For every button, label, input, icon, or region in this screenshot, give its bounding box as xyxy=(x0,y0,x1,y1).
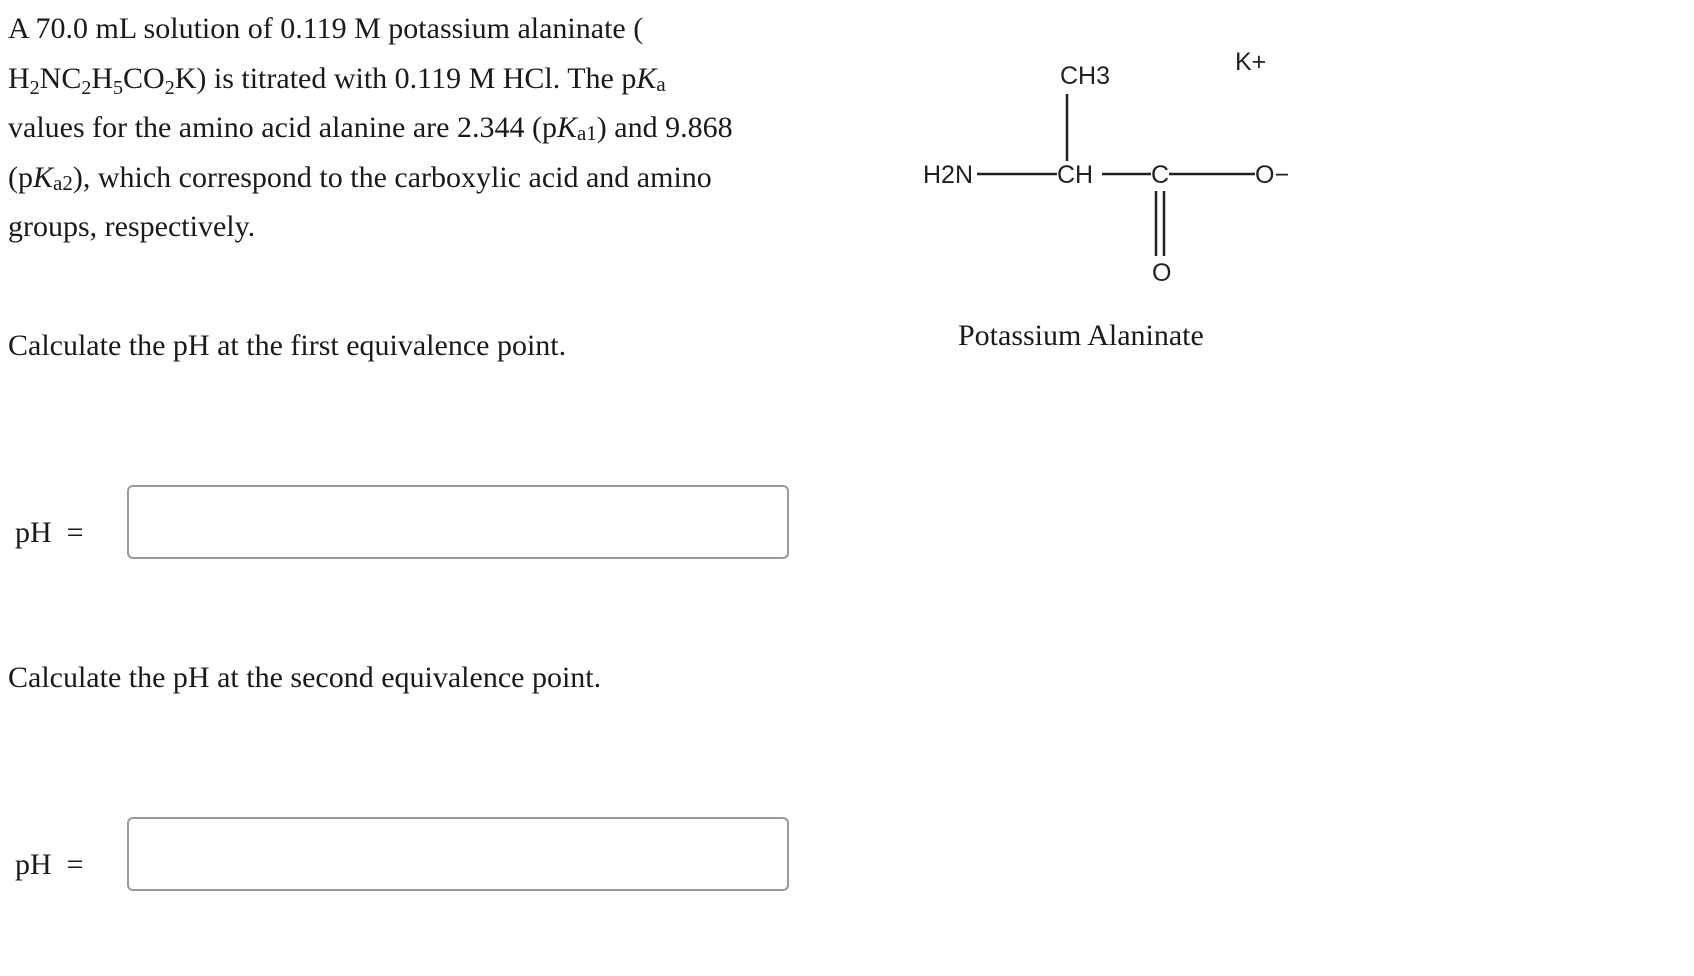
problem-statement xyxy=(8,4,808,252)
formula-subscript: 2 xyxy=(164,76,175,99)
alpha-carbon-label: CH xyxy=(1057,161,1094,189)
potassium-alaninate-structure xyxy=(915,30,1315,300)
methyl-group-label: CH3 xyxy=(1060,62,1111,90)
intro-text: K) is titrated with 0.119 M HCl. The p xyxy=(174,61,637,95)
ph-answer-input-1[interactable] xyxy=(127,485,789,559)
pka2-subscript: a2 xyxy=(53,170,73,195)
question-first-equivalence: Calculate the pH at the first equivalence point. xyxy=(8,329,567,362)
formula-part: H xyxy=(8,61,30,95)
pka-subscript: a xyxy=(656,71,666,96)
carbonyl-oxygen-label: O xyxy=(1152,259,1172,287)
structure-caption: Potassium Alaninate xyxy=(958,319,1204,352)
pka1-symbol: K xyxy=(556,111,577,144)
potassium-ion-label: K+ xyxy=(1235,48,1267,76)
formula-part: CO xyxy=(123,61,165,95)
formula-subscript: 2 xyxy=(29,76,40,99)
formula-subscript: 2 xyxy=(81,76,92,99)
ph-answer-input-2[interactable] xyxy=(127,817,789,891)
formula-subscript: 5 xyxy=(113,76,124,99)
question-second-equivalence: Calculate the pH at the second equivalence point. xyxy=(8,661,602,694)
formula-part: H xyxy=(91,61,114,95)
intro-text: (p xyxy=(8,160,33,194)
intro-text: values for the amino acid alanine are 2.344 (p xyxy=(8,111,557,144)
ph-label: pH = xyxy=(15,516,84,549)
formula-part: NC xyxy=(39,61,82,95)
pka1-subscript: a1 xyxy=(576,121,597,145)
intro-text: ), which correspond to the carboxylic acid and amino xyxy=(72,160,712,194)
ph-label: pH = xyxy=(15,848,84,881)
intro-text: groups, respectively. xyxy=(8,210,256,243)
intro-text: A 70.0 mL solution of 0.119 M potassium alaninate ( xyxy=(8,12,644,45)
pka-symbol: K xyxy=(636,61,657,95)
carboxyl-carbon-label: C xyxy=(1151,161,1170,189)
carboxylate-oxygen-label: O− xyxy=(1255,161,1290,189)
amine-group-label: H2N xyxy=(923,161,974,189)
pka2-symbol: K xyxy=(33,160,54,194)
intro-text: ) and 9.868 xyxy=(596,111,733,144)
